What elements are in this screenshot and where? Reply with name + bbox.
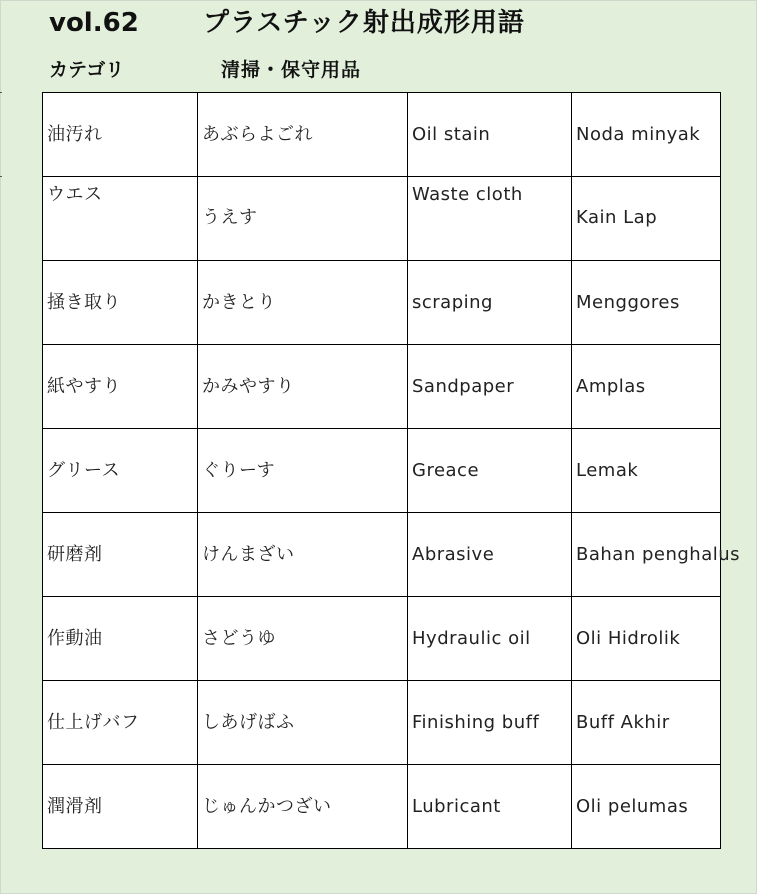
term-japanese: 潤滑剤 [43,765,198,849]
edge-tick-top [0,92,2,93]
term-reading: じゅんかつざい [198,765,408,849]
glossary-table [42,92,741,849]
term-japanese: 油汚れ [43,93,198,177]
table-row [43,177,721,261]
term-english: Waste cloth [412,184,523,205]
volume-number: vol.62 [49,8,139,38]
term-indonesian: Bahan penghalus [572,513,721,597]
category-value: 清掃・保守用品 [221,59,362,81]
term-english: scraping [408,261,572,345]
term-indonesian-cell [572,177,721,261]
term-indonesian: Noda minyak [572,93,721,177]
term-english: Lubricant [408,765,572,849]
table-row [43,429,721,513]
term-japanese: 掻き取り [43,261,198,345]
term-japanese: 仕上げバフ [43,681,198,765]
term-indonesian: Oli Hidrolik [572,597,721,681]
term-english: Finishing buff [408,681,572,765]
table-row [43,681,721,765]
term-japanese-cell [43,177,198,261]
term-indonesian: Kain Lap [576,207,658,228]
table-row [43,93,721,177]
category-label: カテゴリ [49,59,125,81]
term-english: Hydraulic oil [408,597,572,681]
term-english: Greace [408,429,572,513]
edge-tick-bottom [0,176,2,177]
term-indonesian: Lemak [572,429,721,513]
term-reading: かみやすり [198,345,408,429]
term-japanese: 紙やすり [43,345,198,429]
term-japanese: 研磨剤 [43,513,198,597]
term-indonesian: Amplas [572,345,721,429]
page-title: プラスチック射出成形用語 [203,8,525,38]
term-japanese: グリース [43,429,198,513]
term-reading: けんまざい [198,513,408,597]
table-row [43,345,721,429]
table-row [43,597,721,681]
term-japanese: 作動油 [43,597,198,681]
term-reading: あぶらよごれ [198,93,408,177]
term-english-cell [408,177,572,261]
term-reading: かきとり [198,261,408,345]
term-reading: ぐりーす [198,429,408,513]
term-japanese: ウエス [47,184,103,205]
table-row [43,765,721,849]
term-reading: しあげばふ [198,681,408,765]
term-indonesian: Buff Akhir [572,681,721,765]
term-english: Sandpaper [408,345,572,429]
term-reading: さどうゆ [198,597,408,681]
term-indonesian: Menggores [572,261,721,345]
term-english: Abrasive [408,513,572,597]
term-reading: うえす [202,207,258,228]
term-english: Oil stain [408,93,572,177]
term-reading-cell [198,177,408,261]
table-row [43,261,721,345]
table-row [43,513,721,597]
term-indonesian: Oli pelumas [572,765,721,849]
